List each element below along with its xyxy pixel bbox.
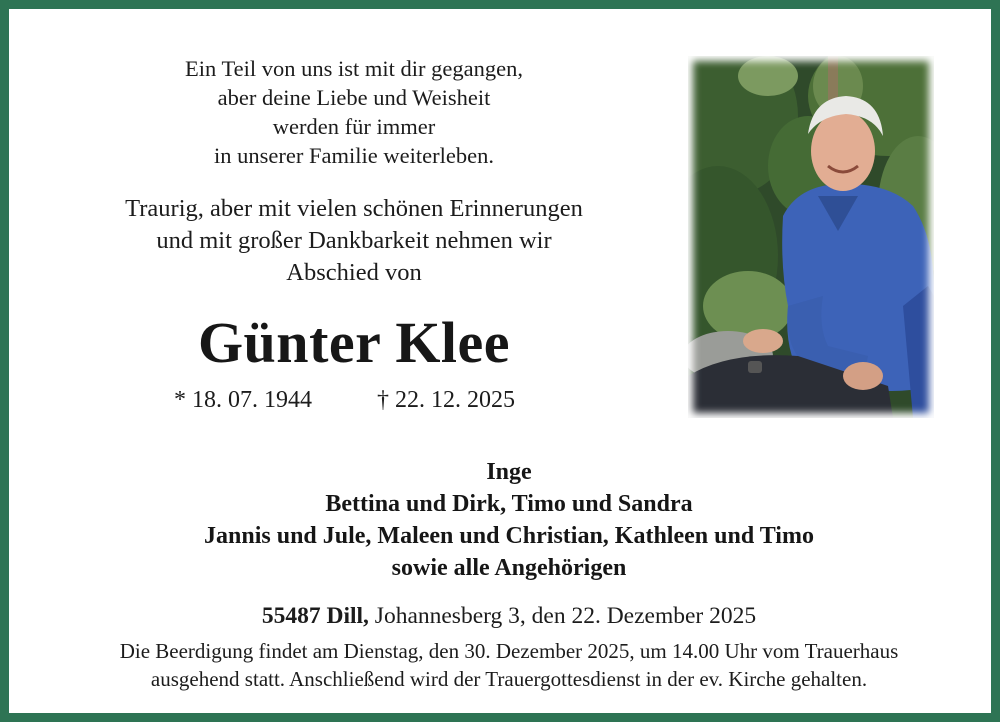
address-place: 55487 Dill, [261, 603, 369, 629]
funeral-line: Die Beerdigung findet am Dienstag, den 30. Dezember 2025, um 14.00 Uhr vom Trauerhaus [119, 639, 899, 663]
mourner-line: Jannis und Jule, Maleen und Christian, Kathleen und Timo [204, 523, 814, 549]
death-date: † 22. 12. 2025 [377, 387, 515, 413]
farewell-intro [49, 193, 659, 289]
life-dates [169, 385, 569, 415]
portrait-photo [688, 56, 934, 418]
mourner-line: Inge [486, 459, 532, 485]
funeral-notice [39, 637, 979, 693]
intro-line: und mit großer Dankbarkeit nehmen wir [156, 227, 552, 254]
funeral-line: ausgehend statt. Anschließend wird der Trauergottesdienst in der ev. Kirche gehalten. [150, 667, 868, 691]
verse-line: aber deine Liebe und Weisheit [217, 85, 491, 110]
verse-line: werden für immer [272, 114, 436, 139]
mourners-list [49, 456, 969, 584]
verse-line: in unserer Familie weiterleben. [214, 143, 494, 168]
intro-line: Traurig, aber mit vielen schönen Erinnerungen [125, 195, 583, 222]
deceased-name: Günter Klee [197, 310, 511, 375]
birth-date: * 18. 07. 1944 [174, 387, 312, 413]
intro-line: Abschied von [286, 259, 422, 286]
address-line [49, 601, 969, 631]
memorial-verse [69, 54, 639, 170]
mourner-line: Bettina und Dirk, Timo und Sandra [325, 491, 693, 517]
address-details: Johannesberg 3, den 22. Dezember 2025 [368, 603, 757, 629]
mourner-line: sowie alle Angehörigen [391, 555, 627, 581]
verse-line: Ein Teil von uns ist mit dir gegangen, [185, 56, 523, 81]
